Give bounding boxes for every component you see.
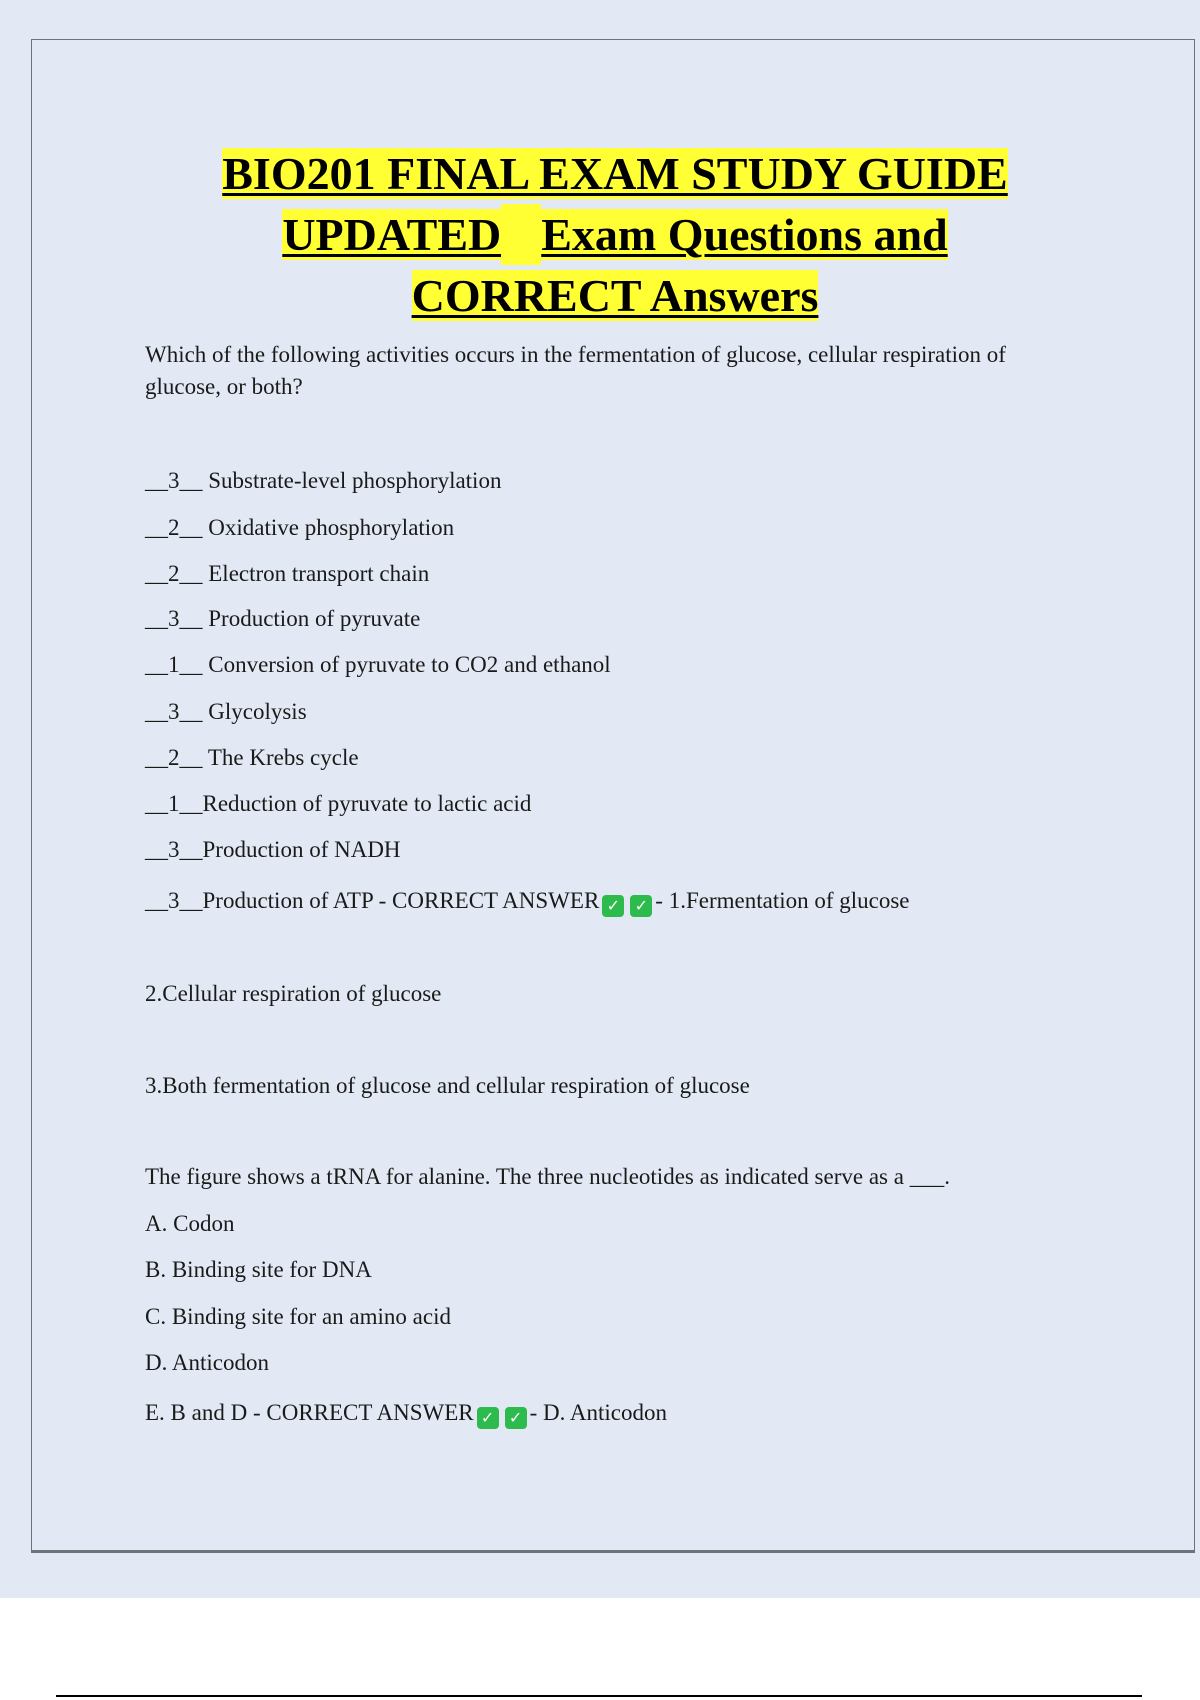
q1-item: __2__ The Krebs cycle xyxy=(145,745,359,770)
q1-item: __1__ Conversion of pyruvate to CO2 and ethanol xyxy=(145,652,611,677)
q2-option: A. Codon xyxy=(145,1211,235,1236)
document-title xyxy=(100,143,1130,326)
title-line-3: CORRECT Answers xyxy=(411,270,819,321)
title-gap xyxy=(501,204,541,265)
check-mark-icon: ✓ xyxy=(505,1407,527,1429)
q2-option: B. Binding site for DNA xyxy=(145,1257,372,1282)
q2-option: C. Binding site for an amino acid xyxy=(145,1304,451,1329)
q1-item: __2__ Oxidative phosphorylation xyxy=(145,515,455,540)
q1-item: __3__ Substrate-level phosphorylation xyxy=(145,468,502,493)
q1-answer-2: 2.Cellular respiration of glucose xyxy=(145,981,442,1006)
q2-answer-tail: - D. Anticodon xyxy=(529,1400,667,1425)
q1-answer-tail: - 1.Fermentation of glucose xyxy=(655,888,910,913)
check-mark-icon: ✓ xyxy=(602,895,624,917)
title-line-2a: UPDATED xyxy=(282,209,502,260)
q1-answer-line xyxy=(145,885,910,917)
q1-item: __3__ Glycolysis xyxy=(145,699,307,724)
q1-item: __2__ Electron transport chain xyxy=(145,561,430,586)
check-mark-icon: ✓ xyxy=(630,895,652,917)
q2-option: D. Anticodon xyxy=(145,1350,269,1375)
q1-last-item: __3__Production of ATP - CORRECT ANSWER xyxy=(145,888,600,913)
q1-answer-3: 3.Both fermentation of glucose and cellular respiration of glucose xyxy=(145,1073,750,1098)
q1-item: __3__ Production of pyruvate xyxy=(145,606,421,631)
q1-item: __1__Reduction of pyruvate to lactic acid xyxy=(145,791,532,816)
q2-answer-line xyxy=(145,1397,667,1429)
question-1-prompt: Which of the following activities occurs in the fermentation of glucose, cellular respiration of glucose, or both? xyxy=(145,342,1006,399)
footer-rule xyxy=(56,1695,1142,1697)
title-line-1: BIO201 FINAL EXAM STUDY GUIDE xyxy=(222,148,1008,199)
q2-last-option: E. B and D - CORRECT ANSWER xyxy=(145,1400,474,1425)
question-2-prompt: The figure shows a tRNA for alanine. The three nucleotides as indicated serve as a ___. xyxy=(145,1164,950,1189)
check-mark-icon: ✓ xyxy=(477,1407,499,1429)
q1-item: __3__Production of NADH xyxy=(145,837,401,862)
title-line-2b: Exam Questions and xyxy=(541,209,948,260)
